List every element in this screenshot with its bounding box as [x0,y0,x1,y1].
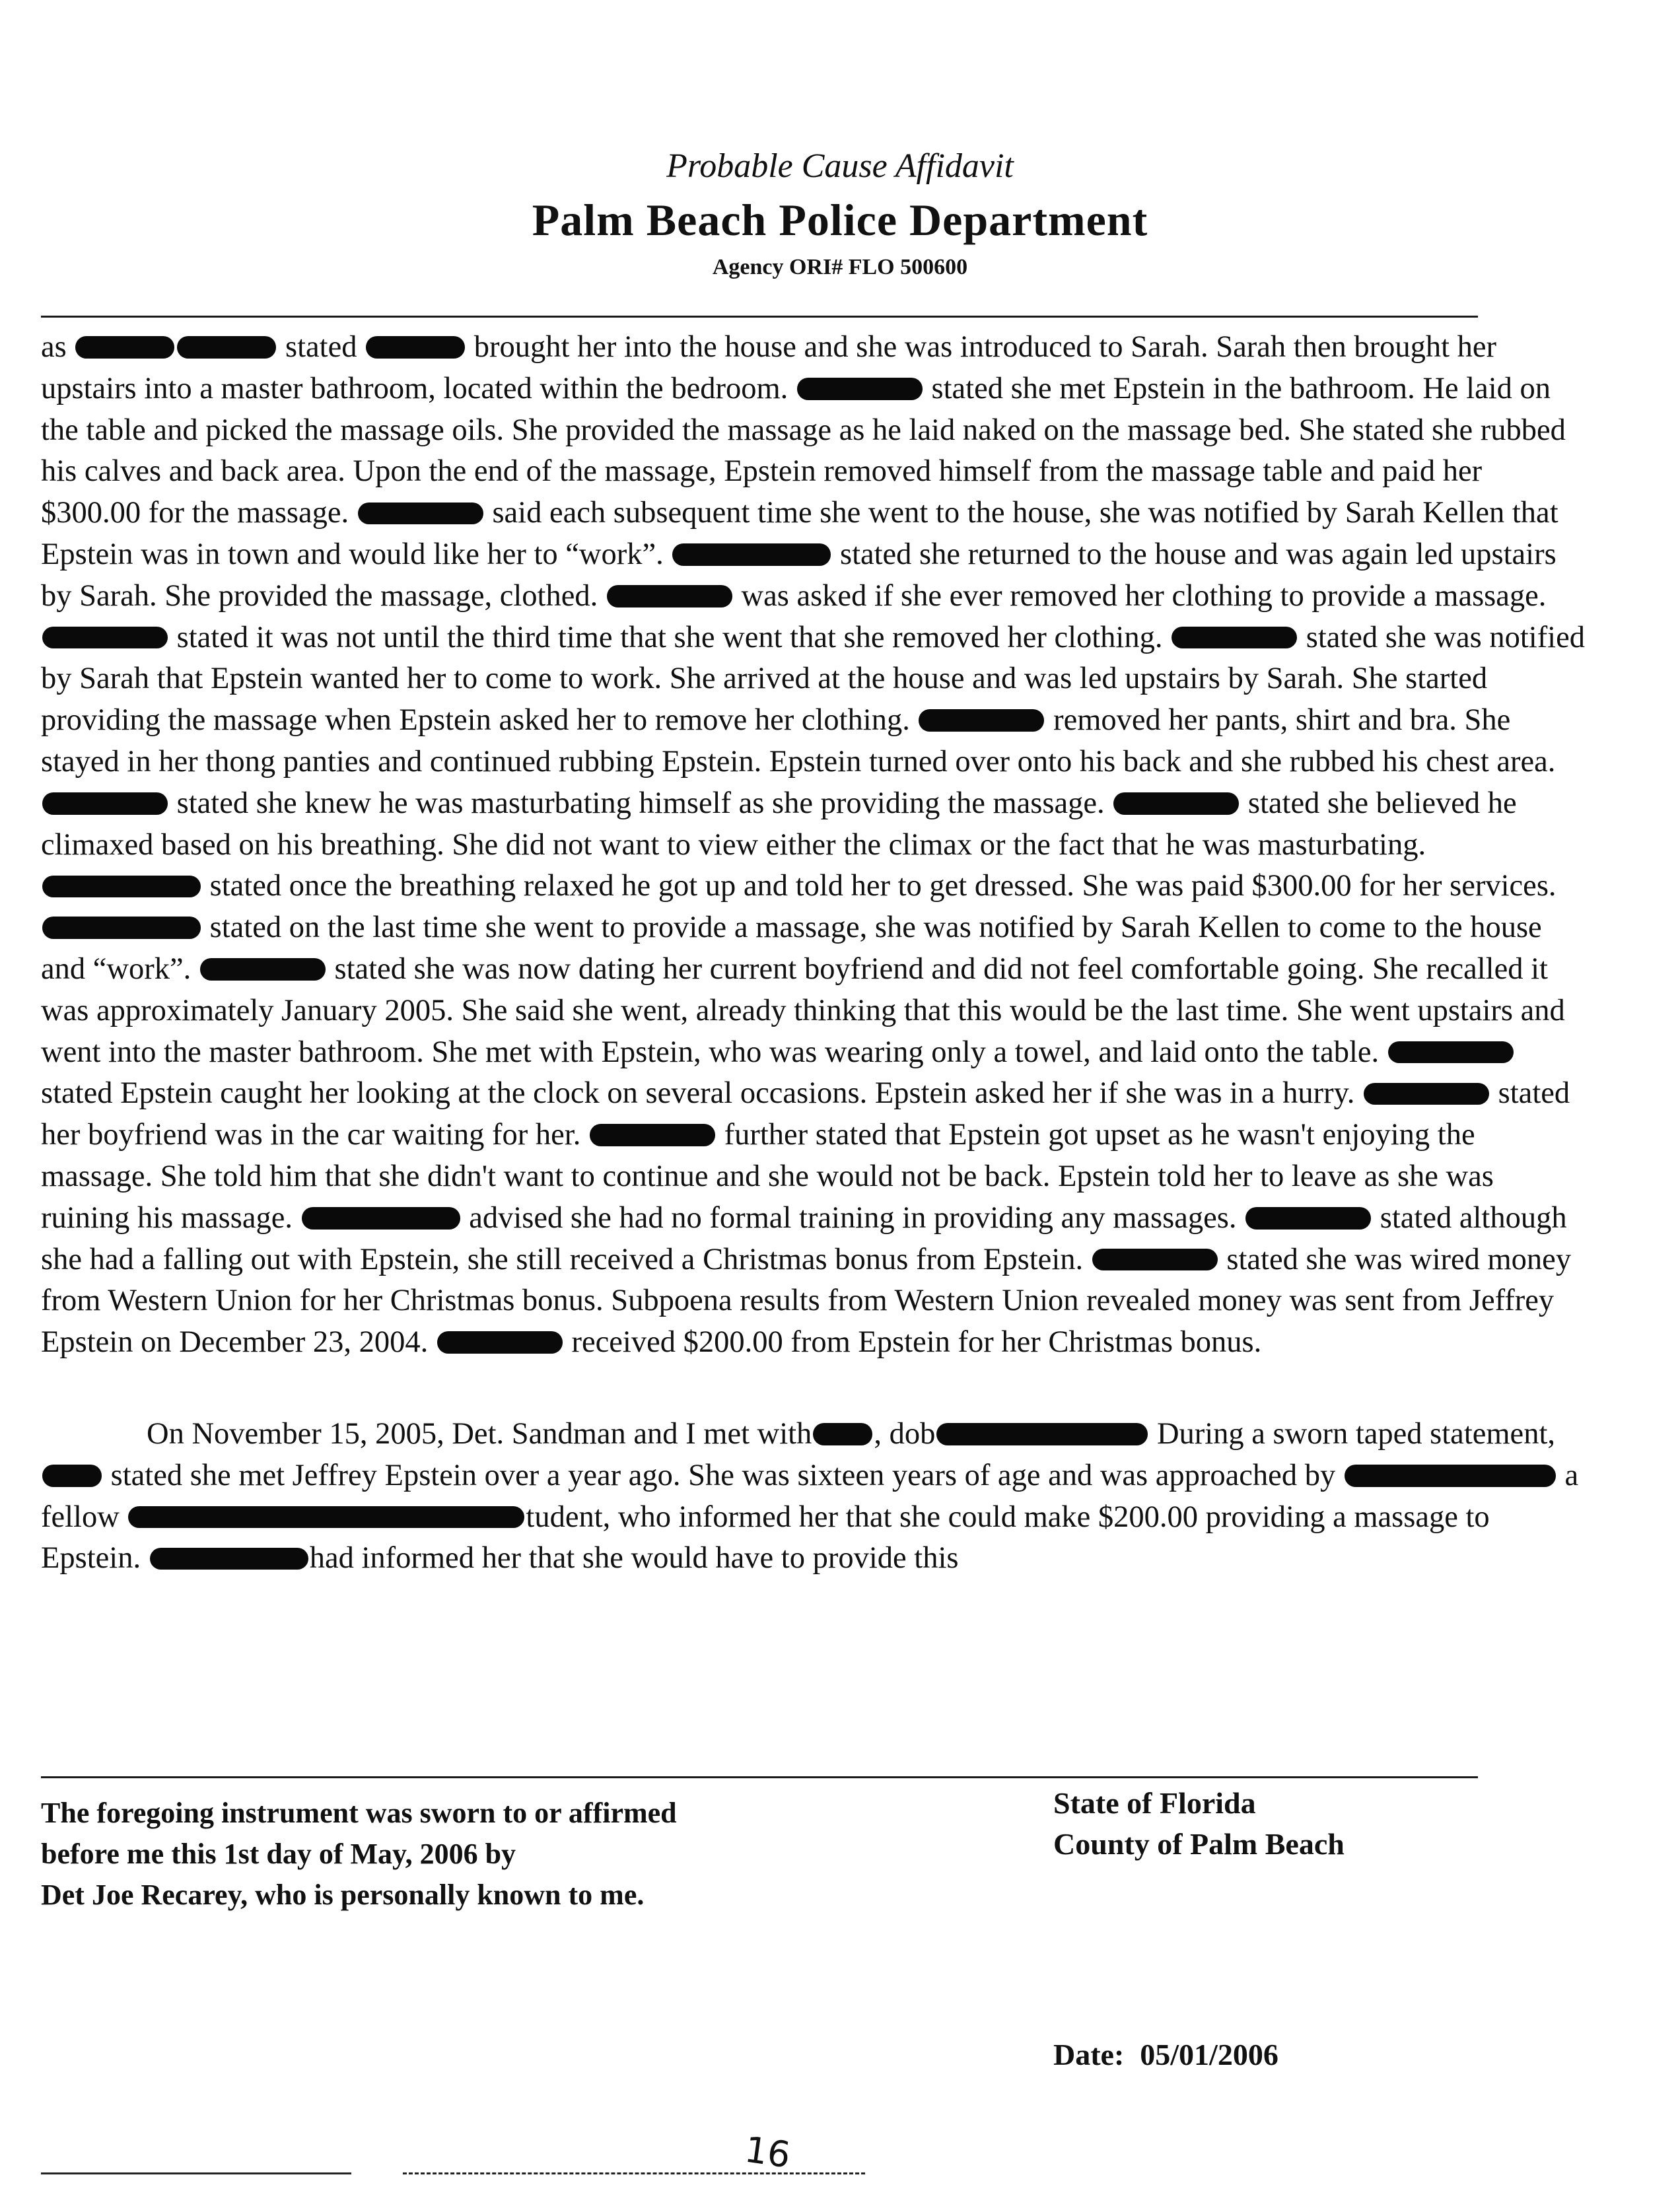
redaction-mark [177,336,276,358]
redaction-mark [128,1506,524,1528]
redaction-mark [590,1124,715,1146]
redaction-mark [1388,1041,1514,1063]
text-segment: During a sworn taped statement, [1156,1416,1555,1451]
text-segment: advised she had no formal training in providing any massages. [469,1200,1237,1235]
text-segment: stated once the breathing relaxed he got up and told her to get dressed. She was paid $300.00 for her services. [209,869,1557,903]
signature-line [403,2172,865,2174]
text-segment: was asked if she ever removed her clothing to provide a massage. [741,578,1547,613]
text-segment: stated she met Jeffrey Epstein over a year ago. She was sixteen years of age and was approached by [110,1458,1336,1492]
redaction-mark [797,378,923,399]
text-segment: stated she met Epstein in the bathroom. He laid on the table and picked the massage oils. She provided the massage as he laid naked on the massage bed. She stated she rubbed his calves and back area. Upon the end of the massage, Epstein removed himself from the massage table and paid her $300.00 for the massage. [41,371,1566,530]
text-segment: stated she believed he climaxed based on his breathing. She did not want to view either the climax or the fact that he was masturbating. [41,786,1517,862]
text-segment: stated she was notified by Sarah that Epstein wanted her to come to work. She arrived at the house and was led upstairs by Sarah. She started providing the massage when Epstein asked her to remove her clothing. [41,620,1585,738]
agency-ori: Agency ORI# FLO 500600 [712,255,968,279]
text-segment: had informed her that she would have to provide this [309,1541,959,1576]
redaction-mark [42,917,201,938]
text-segment: a fellow [41,1458,1579,1534]
paragraph-2 [41,1414,1586,1579]
notary-line-3: Det Joe Recarey, who is personally known to me. [41,1879,645,1911]
text-segment: stated she was now dating her current boyfriend and did not feel comfortable going. She recalled it was approximately January 2005. She said she went, already thinking that this would be the last time. She went upstairs and went into the master bathroom. She met with Epstein, who was wearing only a towel, and laid onto the table. [41,952,1565,1069]
signature-line [41,2172,351,2174]
text-segment: stated her boyfriend was in the car waiting for her. [41,1076,1570,1152]
redaction-mark [200,958,326,980]
text-segment: stated [285,330,357,364]
redaction-mark [150,1548,308,1570]
text-segment: further stated that Epstein got upset as he wasn't enjoying the massage. She told him that she didn't want to continue and she would not be back. Epstein told her to leave as she was ruining his massage. [41,1118,1494,1235]
county-text: County of Palm Beach [1053,1827,1345,1861]
notary-line-1: The foregoing instrument was sworn to or affirmed [41,1797,677,1829]
redaction-mark [358,503,483,524]
text-segment: said each subsequent time she went to the house, she was notified by Sarah Kellen that Epstein was in town and would like her to “work”. [41,496,1558,571]
text-segment: as [41,330,67,364]
redaction-mark [1245,1207,1371,1229]
redaction-mark [366,336,465,358]
notary-line-2: before me this 1st day of May, 2006 by [41,1838,516,1870]
date-label: Date: [1053,2038,1125,2071]
paragraph-1 [41,327,1586,1364]
text-segment: stated it was not until the third time that she went that she removed her clothing. [176,620,1163,654]
redaction-mark [1364,1083,1489,1105]
text-segment: stated she was wired money from Western Union for her Christmas bonus. Subpoena results from Western Union revealed money was sent from Jeffrey Epstein on December 23, 2004. [41,1242,1572,1360]
state-label: State of Florida [1053,1786,1256,1820]
text-segment: tudent, who informed her that she could make $200.00 providing a massage to Epstein. [41,1500,1490,1576]
redaction-mark [813,1423,872,1445]
text-segment: removed her pants, shirt and bra. She stayed in her thong panties and continued rubbing Epstein. Epstein turned over onto his back and she rubbed his chest area. [41,703,1556,779]
notary-statement [41,1793,677,1916]
redaction-mark [42,1465,102,1486]
redaction-mark [42,876,201,897]
redaction-mark [1345,1465,1556,1486]
date-field [1053,2037,1278,2072]
affidavit-body [41,327,1586,1579]
jurisdiction-block [1053,1783,1345,1861]
text-segment: received $200.00 from Epstein for her Christmas bonus. [571,1325,1262,1360]
text-segment: stated she returned to the house and was again led upstairs by Sarah. She provided the massage, clothed. [41,537,1557,613]
redaction-mark [672,543,831,565]
department-name: Palm Beach Police Department [532,195,1148,245]
text-segment: stated Epstein caught her looking at the clock on several occasions. Epstein asked her if she was in a hurry. [41,1076,1355,1111]
text-segment: stated she knew he was masturbating himself as she providing the massage. [176,786,1105,820]
redaction-mark [1113,792,1239,814]
redaction-mark [302,1207,460,1229]
redaction-mark [1092,1249,1218,1270]
text-segment: On November 15, 2005, Det. Sandman and I met with [147,1416,812,1451]
county-label-clipped [1053,1824,1345,1861]
redaction-mark [1172,627,1297,648]
redaction-mark [936,1423,1148,1445]
date-value: 05/01/2006 [1140,2038,1278,2071]
document-type: Probable Cause Affidavit [666,147,1014,185]
text-segment: stated on the last time she went to provide a massage, she was notified by Sarah Kellen to come to the house and “work”. [41,911,1542,986]
header-divider [41,316,1478,318]
redaction-mark [42,627,168,648]
redaction-mark [42,792,168,814]
page-number: 16 [742,2128,793,2176]
footer-divider [41,1776,1478,1778]
text-segment: brought her into the house and she was introduced to Sarah. Sarah then brought her upstairs into a master bathroom, located within the bedroom. [41,330,1497,405]
redaction-mark [437,1331,563,1353]
text-segment: stated although she had a falling out with Epstein, she still received a Christmas bonus from Epstein. [41,1200,1567,1276]
redaction-mark [607,585,732,607]
redaction-mark [75,336,174,358]
redaction-mark [919,709,1044,731]
text-segment: , dob [874,1416,936,1451]
